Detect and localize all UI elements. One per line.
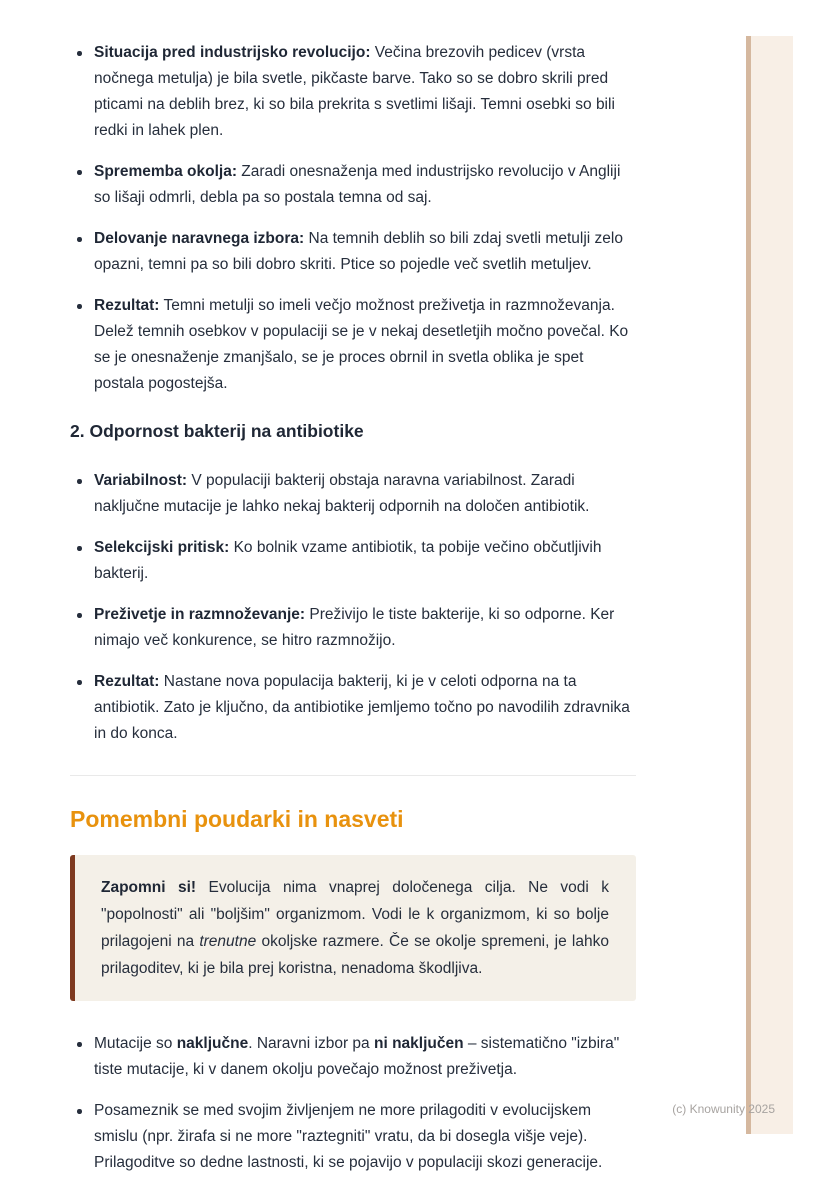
copyright-footer: (c) Knowunity 2025 [672, 1102, 775, 1116]
callout-text: Zapomni si! Evolucija nima vnaprej določenega cilja. Ne vodi k "popolnosti" ali "boljšim" organizmom. Vodi le k organizmom, ki so bolje prilagojeni na trenutne okoljske razmere. Če se okolje spremeni, je lahko prilagoditev, ki je bila prej koristna, nenadoma škodljiva. [101, 879, 610, 977]
list-item: Rezultat: Nastane nova populacija bakterij, ki je v celoti odporna na ta antibiotik. Zato je ključno, da antibiotike jemljemo točno po navodilih zdravnika in do konca. [70, 669, 636, 747]
highlights-heading: Pomembni poudarki in nasveti [70, 806, 404, 832]
list-item: Variabilnost: V populaciji bakterij obstaja naravna variabilnost. Zaradi naključne mutacije je lahko nekaj bakterij odpornih na določen antibiotik. [70, 468, 636, 520]
list-item: Preživetje in razmnoževanje: Preživijo le tiste bakterije, ki so odporne. Ker nimajo več konkurence, se hitro razmnožijo. [70, 602, 636, 654]
list-item: Rezultat: Temni metulji so imeli večjo možnost preživetja in razmnoževanja. Delež temnih osebkov v populaciji se je v nekaj desetletjih močno povečal. Ko se je onesnaženje zmanjšalo, se je proces obrnil in svetla oblika je spet postala pogostejša. [70, 293, 636, 397]
list-item: Situacija pred industrijsko revolucijo: Večina brezovih pedicev (vrsta nočnega metulja) je bila svetle, pikčaste barve. Tako so se dobro skrili pred pticami na deblih brez, ki so bila prekrita s svetlimi lišaji. Temni osebki so bili redki in lahek plen. [70, 40, 636, 144]
page-edge-stripe [746, 36, 793, 1134]
remember-callout [70, 855, 636, 1001]
list-item: Mutacije so naključne. Naravni izbor pa ni naključen – sistematično "izbira" tiste mutacije, ki v danem okolju povečajo možnost preživetja. [70, 1031, 636, 1083]
section2-heading: 2. Odpornost bakterij na antibiotike [70, 421, 364, 441]
list-item: Sprememba okolja: Zaradi onesnaženja med industrijsko revolucijo v Angliji so lišaji odmrli, debla pa so postala temna od saj. [70, 159, 636, 211]
list-item: Posameznik se med svojim življenjem ne more prilagoditi v evolucijskem smislu (npr. žirafa si ne more "raztegniti" vratu, da bi dosegla višje veje). Prilagoditve so dedne lastnosti, ki se pojavijo v populaciji skozi generacije. [70, 1098, 636, 1176]
highlights-bullet-list [70, 1031, 636, 1176]
document-content [70, 40, 636, 1191]
section-divider [70, 775, 636, 776]
list-item: Delovanje naravnega izbora: Na temnih deblih so bili zdaj svetli metulji zelo opazni, temni pa so bili dobro skriti. Ptice so pojedle več svetlih metuljev. [70, 226, 636, 278]
section1-bullet-list [70, 40, 636, 397]
list-item: Selekcijski pritisk: Ko bolnik vzame antibiotik, ta pobije večino občutljivih bakterij. [70, 535, 636, 587]
section2-bullet-list [70, 468, 636, 747]
